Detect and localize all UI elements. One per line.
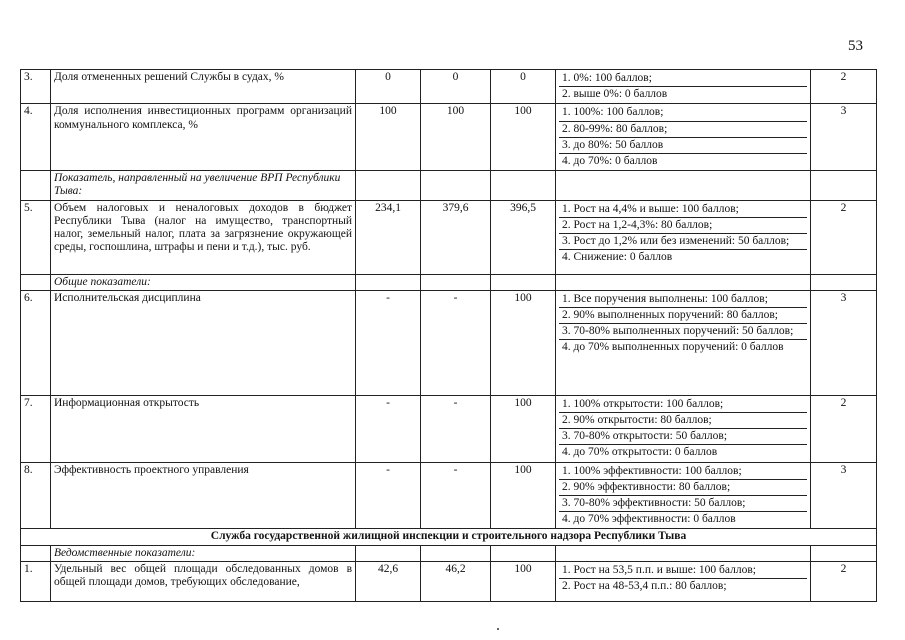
indicator-name: Удельный вес общей площади обследованных домов в общей площади домов, требующих обследование, [51,561,356,601]
indicator-name: Доля исполнения инвестиционных программ организаций коммунального комплекса, % [51,104,356,171]
row-number: 3. [21,70,51,104]
criterion-item: 1. 100% эффективности: 100 баллов; [559,464,807,480]
criterion-item: 3. до 80%: 50 баллов [559,138,807,154]
empty-cell [421,274,491,290]
score-value: 3 [811,104,877,171]
empty-cell [491,545,556,561]
criterion-item: 2. 90% выполненных поручений: 80 баллов; [559,308,807,324]
empty-cell [421,171,491,200]
value-2: - [421,462,491,529]
empty-cell [21,171,51,200]
value-1: 234,1 [356,200,421,274]
score-value: 2 [811,395,877,462]
criterion-item: 3. 70-80% эффективности: 50 баллов; [559,496,807,512]
criterion-item: 2. 90% открытости: 80 баллов; [559,413,807,429]
score-value: 2 [811,200,877,274]
empty-cell [491,274,556,290]
table-row [21,462,877,529]
table-row [21,561,877,601]
criterion-item: 4. до 70%: 0 баллов [562,155,658,168]
indicators-table [20,69,877,602]
section-row [21,529,877,545]
value-2: - [421,395,491,462]
table-row [21,104,877,171]
empty-cell [356,171,421,200]
indicator-name: Информационная открытость [51,395,356,462]
value-3: 0 [491,70,556,104]
heading-row [21,274,877,290]
subheading: Ведомственные показатели: [51,545,356,561]
criteria-cell [556,395,811,462]
scan-speck [497,628,499,630]
criterion-item: 3. 70-80% открытости: 50 баллов; [559,429,807,445]
criteria-cell [556,462,811,529]
value-1: 100 [356,104,421,171]
table-row [21,395,877,462]
value-2: 0 [421,70,491,104]
empty-cell [491,171,556,200]
indicator-name: Доля отмененных решений Службы в судах, % [51,70,356,104]
row-number: 6. [21,290,51,395]
criterion-item: 1. Рост на 53,5 п.п. и выше: 100 баллов; [559,563,807,579]
empty-cell [556,171,811,200]
heading-row [21,171,877,200]
criterion-item: 3. Рост до 1,2% или без изменений: 50 баллов; [559,234,807,250]
row-number: 5. [21,200,51,274]
empty-cell [356,274,421,290]
indicator-name: Исполнительская дисциплина [51,290,356,395]
empty-cell [556,545,811,561]
empty-cell [811,545,877,561]
section-title: Служба государственной жилищной инспекции и строительного надзора Республики Тыва [21,529,877,545]
row-number: 1. [21,561,51,601]
criterion-item: 1. 0%: 100 баллов; [559,71,807,87]
page-number: 53 [848,38,863,54]
score-value: 2 [811,561,877,601]
criterion-item: 4. до 70% выполненных поручений: 0 баллов [562,341,784,354]
empty-cell [556,274,811,290]
value-1: - [356,290,421,395]
criterion-item: 4. до 70% эффективности: 0 баллов [562,513,736,526]
criterion-item: 2. Рост на 48-53,4 п.п.: 80 баллов; [562,580,727,593]
criterion-item: 4. Снижение: 0 баллов [562,251,673,264]
criterion-item: 4. до 70% открытости: 0 баллов [562,446,718,459]
criteria-cell [556,290,811,395]
criterion-item: 2. 80-99%: 80 баллов; [559,122,807,138]
indicator-name: Эффективность проектного управления [51,462,356,529]
empty-cell [811,274,877,290]
row-number: 4. [21,104,51,171]
empty-cell [21,274,51,290]
score-value: 2 [811,70,877,104]
score-value: 3 [811,290,877,395]
criterion-item: 1. Все поручения выполнены: 100 баллов; [559,292,807,308]
value-1: - [356,462,421,529]
empty-cell [421,545,491,561]
empty-cell [811,171,877,200]
criteria-cell [556,200,811,274]
criterion-item: 2. 90% эффективности: 80 баллов; [559,480,807,496]
subheading: Общие показатели: [51,274,356,290]
criterion-item: 3. 70-80% выполненных поручений: 50 баллов; [559,324,807,340]
criterion-item: 1. Рост на 4,4% и выше: 100 баллов; [559,202,807,218]
value-2: 100 [421,104,491,171]
criterion-item: 1. 100%: 100 баллов; [559,105,807,121]
value-3: 100 [491,395,556,462]
empty-cell [356,545,421,561]
heading-row [21,545,877,561]
value-1: 42,6 [356,561,421,601]
value-1: - [356,395,421,462]
row-number: 7. [21,395,51,462]
criteria-cell [556,104,811,171]
table-row [21,70,877,104]
value-2: 46,2 [421,561,491,601]
table-row [21,290,877,395]
criterion-item: 1. 100% открытости: 100 баллов; [559,397,807,413]
indicator-name: Объем налоговых и неналоговых доходов в бюджет Республики Тыва (налог на имущество, транспортный налог, земельный налог, плата за загрязнение окружающей среды, госпошлина, штрафы и пени и т.д.), тыс. руб. [51,200,356,274]
criterion-item: 2. выше 0%: 0 баллов [562,88,668,101]
value-3: 100 [491,462,556,529]
value-2: 379,6 [421,200,491,274]
criteria-cell [556,70,811,104]
criterion-item: 2. Рост на 1,2-4,3%: 80 баллов; [559,218,807,234]
value-1: 0 [356,70,421,104]
row-number: 8. [21,462,51,529]
value-3: 100 [491,561,556,601]
empty-cell [21,545,51,561]
value-3: 100 [491,104,556,171]
value-3: 100 [491,290,556,395]
criteria-cell [556,561,811,601]
score-value: 3 [811,462,877,529]
value-2: - [421,290,491,395]
subheading: Показатель, направленный на увеличение ВРП Республики Тыва: [51,171,356,200]
table-row [21,200,877,274]
value-3: 396,5 [491,200,556,274]
